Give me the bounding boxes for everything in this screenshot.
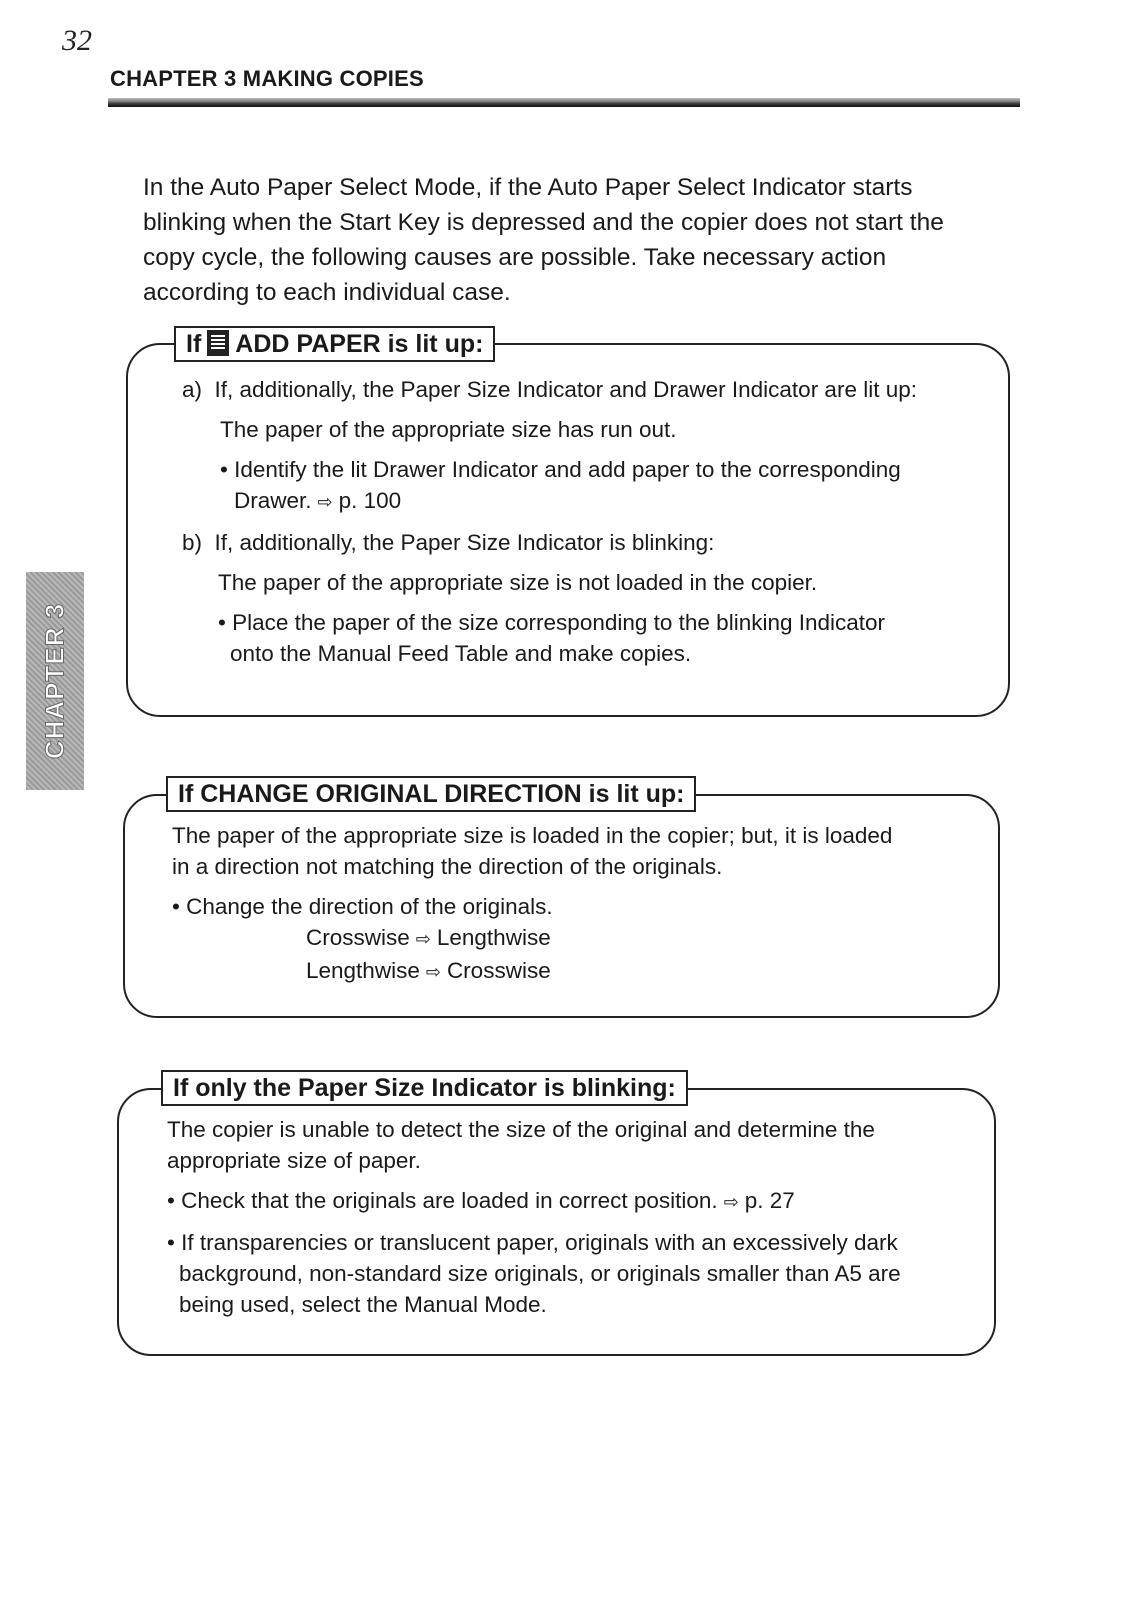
- case-b-label: b): [182, 530, 203, 555]
- chapter-header: CHAPTER 3 MAKING COPIES: [110, 66, 424, 91]
- direction-row-2: [172, 955, 982, 988]
- case-b-condition: [182, 527, 1002, 558]
- chapter-side-tab: [26, 572, 84, 790]
- change-direction-cause-line2: in a direction not matching the direction of the originals.: [172, 854, 723, 879]
- case-a-condition: [182, 374, 1002, 405]
- paper-size-blinking-box-title: If only the Paper Size Indicator is blinking:: [161, 1070, 688, 1106]
- case-a-action-text: Drawer.: [234, 488, 312, 513]
- direction-row-2-from: Lengthwise: [306, 958, 420, 983]
- case-a-page-ref: p. 100: [338, 488, 402, 513]
- reference-arrow-icon: ⇨: [723, 1192, 739, 1212]
- change-direction-action: • Change the direction of the originals.: [172, 894, 553, 919]
- add-paper-box-body: [182, 374, 1002, 669]
- reference-arrow-icon: ⇨: [415, 929, 431, 949]
- add-paper-box-title: [174, 326, 495, 362]
- reference-arrow-icon: ⇨: [425, 962, 441, 982]
- paper-size-action1: [167, 1185, 982, 1218]
- side-tab-label: CHAPTER 3: [39, 602, 70, 760]
- paper-size-cause-line2: appropriate size of paper.: [167, 1148, 421, 1173]
- paper-size-blinking-box-body: [167, 1114, 982, 1320]
- intro-paragraph: In the Auto Paper Select Mode, if the Auto Paper Select Indicator starts blinking when the Start Key is depressed and the copier does not start the copy cycle, the following causes are possible. Take necessary action according to each individual case.: [143, 174, 944, 306]
- case-b-cause: The paper of the appropriate size is not loaded in the copier.: [218, 570, 818, 595]
- header-rule: [108, 98, 1020, 107]
- case-a-action-line1: • Identify the lit Drawer Indicator and add paper to the corresponding: [220, 457, 901, 482]
- case-a-label: a): [182, 377, 203, 402]
- change-direction-cause-line1: The paper of the appropriate size is loaded in the copier; but, it is loaded: [172, 823, 893, 848]
- direction-row-2-to: Crosswise: [446, 958, 551, 983]
- direction-row-1-to: Lengthwise: [436, 925, 551, 950]
- case-b-action-line2: onto the Manual Feed Table and make copies.: [230, 641, 692, 666]
- case-a-cause: The paper of the appropriate size has run out.: [220, 417, 677, 442]
- paper-icon: [207, 330, 229, 356]
- change-direction-box-body: [172, 820, 982, 988]
- direction-row-1-from: Crosswise: [306, 925, 410, 950]
- paper-size-action2-line2: background, non-standard size originals, or originals smaller than A5 are: [179, 1261, 901, 1286]
- reference-arrow-icon: ⇨: [317, 492, 333, 512]
- add-paper-title-suffix: ADD PAPER is lit up:: [235, 330, 484, 358]
- page-number: 32: [62, 24, 92, 57]
- paper-size-action2-line3: being used, select the Manual Mode.: [179, 1292, 547, 1317]
- bottom-margin: [0, 1380, 1128, 1600]
- paper-size-action1-text: • Check that the originals are loaded in correct position.: [167, 1188, 718, 1213]
- case-a-condition-text: If, additionally, the Paper Size Indicator and Drawer Indicator are lit up:: [214, 377, 917, 402]
- case-a-action-line2: [182, 485, 1002, 518]
- paper-size-action2-line1: • If transparencies or translucent paper, originals with an excessively dark: [167, 1230, 898, 1255]
- direction-row-1: [172, 922, 982, 955]
- paper-size-cause-line1: The copier is unable to detect the size of the original and determine the: [167, 1117, 875, 1142]
- case-b-action-line1: • Place the paper of the size corresponding to the blinking Indicator: [218, 610, 886, 635]
- case-b-condition-text: If, additionally, the Paper Size Indicator is blinking:: [214, 530, 715, 555]
- paper-size-action1-ref: p. 27: [744, 1188, 795, 1213]
- add-paper-title-prefix: If: [186, 330, 202, 358]
- change-direction-box-title: If CHANGE ORIGINAL DIRECTION is lit up:: [166, 776, 696, 812]
